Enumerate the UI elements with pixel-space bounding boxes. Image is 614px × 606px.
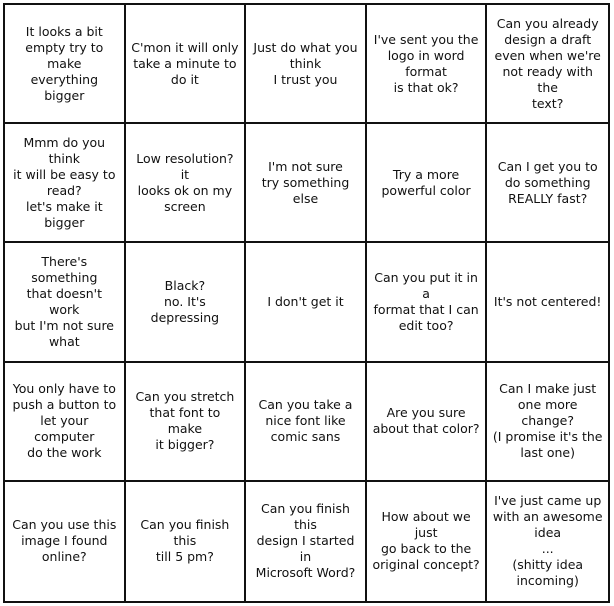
- bingo-cell-r4c1: You only have to push a button to let your computer do the work: [5, 363, 126, 482]
- bingo-cell-r5c2: Can you finish this till 5 pm?: [126, 482, 247, 601]
- bingo-cell-r3c5: It's not centered!: [487, 243, 608, 362]
- bingo-cell-r5c4: How about we just go back to the original concept?: [367, 482, 488, 601]
- bingo-grid: [3, 3, 610, 603]
- bingo-cell-r4c3: Can you take a nice font like comic sans: [246, 363, 367, 482]
- bingo-cell-r1c4: I've sent you the logo in word format is that ok?: [367, 5, 488, 124]
- bingo-cell-r1c2: C'mon it will only take a minute to do it: [126, 5, 247, 124]
- bingo-cell-r2c3: I'm not sure try something else: [246, 124, 367, 243]
- bingo-cell-r3c3: I don't get it: [246, 243, 367, 362]
- bingo-cell-r3c1: There's something that doesn't work but I'm not sure what: [5, 243, 126, 362]
- bingo-cell-r1c5: Can you already design a draft even when we're not ready with the text?: [487, 5, 608, 124]
- bingo-cell-r2c2: Low resolution? it looks ok on my screen: [126, 124, 247, 243]
- bingo-cell-r3c4: Can you put it in a format that I can edit too?: [367, 243, 488, 362]
- bingo-cell-r4c2: Can you stretch that font to make it bigger?: [126, 363, 247, 482]
- bingo-cell-r5c3: Can you finish this design I started in Microsoft Word?: [246, 482, 367, 601]
- bingo-cell-r2c1: Mmm do you think it will be easy to read? let's make it bigger: [5, 124, 126, 243]
- bingo-cell-r2c4: Try a more powerful color: [367, 124, 488, 243]
- bingo-cell-r4c4: Are you sure about that color?: [367, 363, 488, 482]
- bingo-cell-r3c2: Black? no. It's depressing: [126, 243, 247, 362]
- bingo-cell-r2c5: Can I get you to do something REALLY fast?: [487, 124, 608, 243]
- bingo-cell-r1c3: Just do what you think I trust you: [246, 5, 367, 124]
- bingo-cell-r4c5: Can I make just one more change? (I promise it's the last one): [487, 363, 608, 482]
- bingo-cell-r1c1: It looks a bit empty try to make everything bigger: [5, 5, 126, 124]
- bingo-cell-r5c1: Can you use this image I found online?: [5, 482, 126, 601]
- bingo-cell-r5c5: I've just came up with an awesome idea ... (shitty idea incoming): [492, 493, 603, 589]
